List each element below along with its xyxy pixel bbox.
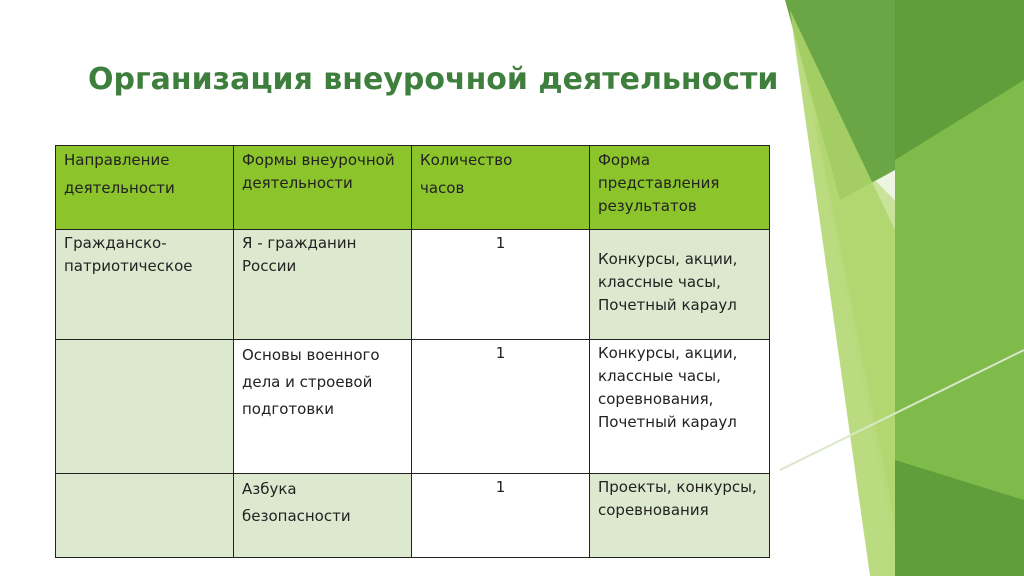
cell-result: Проекты, конкурсы, соревнования [590, 474, 770, 558]
header-direction [56, 146, 234, 230]
table-row [56, 340, 770, 474]
header-direction-line1: Направление [64, 151, 170, 169]
cell-form-text: Азбука безопасности [242, 480, 351, 525]
cell-direction [56, 340, 234, 474]
slide-title: Организация внеурочной деятельности [88, 62, 779, 97]
cell-result-text: Конкурсы, акции, классные часы, Почетный караул [598, 250, 738, 314]
table-row [56, 230, 770, 340]
cell-hours: 1 [412, 230, 590, 340]
header-hours-line1: Количество [420, 151, 513, 169]
activities-table [55, 145, 770, 558]
header-forms: Формы внеурочной деятельности [234, 146, 412, 230]
table-header-row [56, 146, 770, 230]
header-results: Форма представления результатов [590, 146, 770, 230]
cell-hours: 1 [412, 474, 590, 558]
cell-result: Конкурсы, акции, классные часы, соревнования, Почетный караул [590, 340, 770, 474]
header-hours-line2: часов [420, 179, 465, 197]
cell-direction: Гражданско-патриотическое [56, 230, 234, 340]
cell-hours: 1 [412, 340, 590, 474]
header-direction-line2: деятельности [64, 179, 175, 197]
cell-form: Я - гражданин России [234, 230, 412, 340]
cell-result [590, 230, 770, 340]
cell-direction [56, 474, 234, 558]
cell-form-text: Основы военного дела и строевой подготовки [242, 346, 380, 418]
header-hours [412, 146, 590, 230]
cell-form [234, 340, 412, 474]
table-row [56, 474, 770, 558]
cell-form [234, 474, 412, 558]
